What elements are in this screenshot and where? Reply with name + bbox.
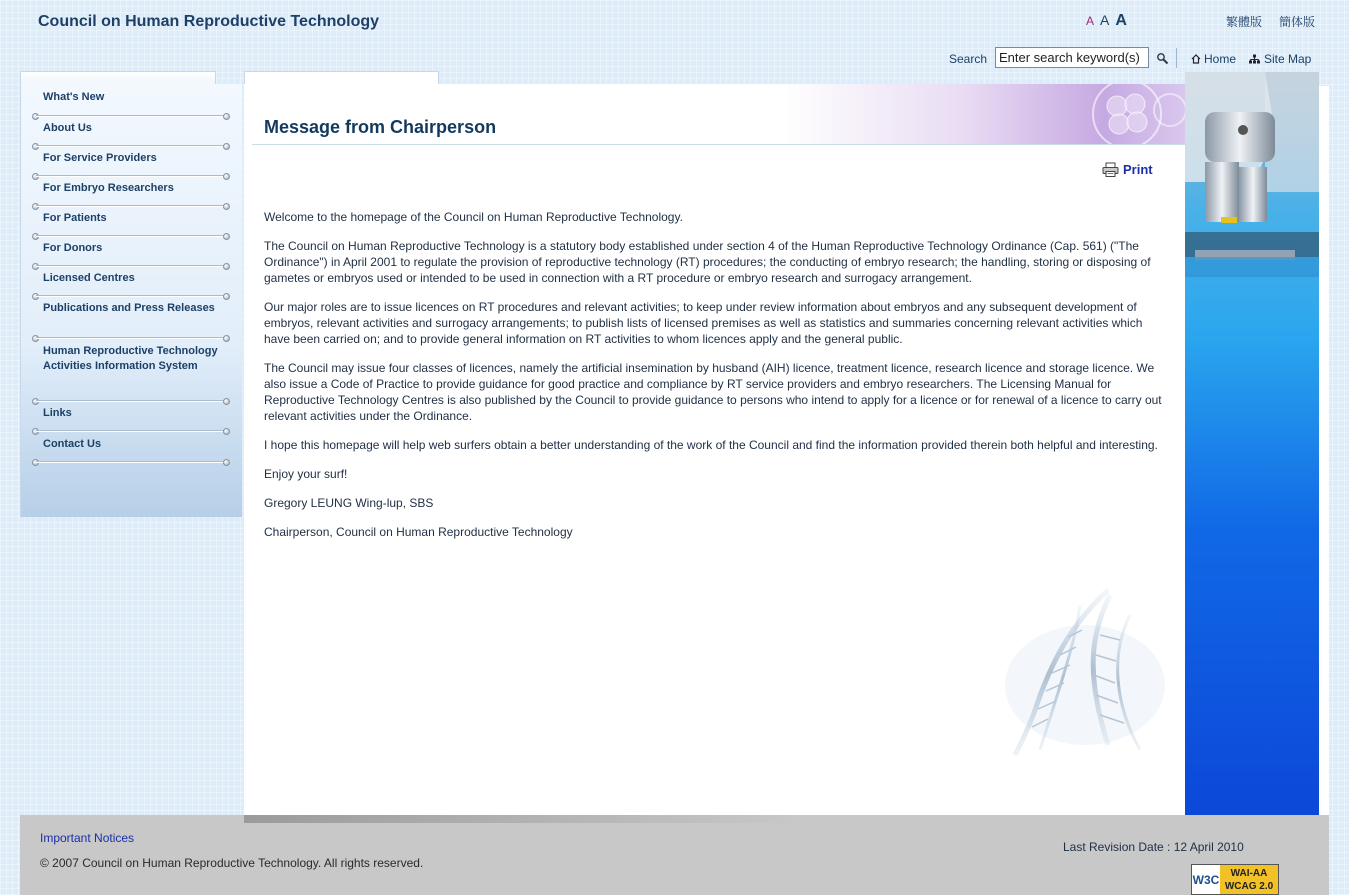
sitemap-icon [1249, 54, 1260, 64]
wcag-badge[interactable] [1191, 864, 1279, 895]
nav-separator [32, 293, 230, 299]
search-label: Search [949, 52, 988, 66]
nav-item-embryo-researchers[interactable]: For Embryo Researchers [43, 182, 174, 194]
nav-item-patients[interactable]: For Patients [43, 212, 107, 224]
site-title: Council on Human Reproductive Technology [38, 13, 380, 30]
nav-separator [32, 459, 230, 465]
toolbar-divider [1176, 48, 1177, 68]
signatory-title: Chairperson, Council on Human Reproductive Technology [264, 525, 573, 539]
nav-item-links[interactable]: Links [43, 407, 72, 419]
chairperson-message [264, 209, 1164, 553]
nav-separator [32, 203, 230, 209]
language-links [1226, 13, 1315, 30]
nav-panel-tab [20, 71, 216, 85]
microscope-image [1185, 72, 1319, 828]
sitemap-link-label: Site Map [1264, 52, 1312, 66]
nav-separator [32, 113, 230, 119]
sitemap-link[interactable] [1249, 52, 1311, 66]
nav-separator [32, 173, 230, 179]
copyright-text: © 2007 Council on Human Reproductive Technology. All rights reserved. [40, 856, 424, 870]
print-label: Print [1123, 162, 1153, 177]
w3c-logo: W3C [1192, 865, 1220, 894]
content-panel-tab [244, 71, 439, 85]
nav-item-whats-new[interactable]: What's New [43, 91, 105, 103]
nav-item-about-us[interactable]: About Us [43, 122, 92, 134]
wai-aa-line1: WAI-AA [1230, 868, 1268, 879]
search-input[interactable] [995, 47, 1149, 68]
message-paragraph: Welcome to the homepage of the Council on Human Reproductive Technology. [264, 210, 683, 224]
nav-item-donors[interactable]: For Donors [43, 242, 103, 254]
nav-separator [32, 263, 230, 269]
nav-separator [32, 335, 230, 341]
message-closing: Enjoy your surf! [264, 467, 348, 481]
nav-item-service-providers[interactable]: For Service Providers [43, 152, 157, 164]
nav-separator [32, 143, 230, 149]
font-size-controls [1086, 12, 1127, 30]
home-icon [1191, 54, 1201, 64]
page-title: Message from Chairperson [264, 117, 497, 137]
footer-shadow [244, 815, 804, 823]
home-link[interactable] [1191, 52, 1236, 66]
wai-aa-label [1220, 865, 1278, 894]
last-revision-date: Last Revision Date : 12 April 2010 [1063, 840, 1244, 854]
font-size-small-button[interactable]: A [1086, 14, 1095, 28]
nav-item-hrt-activities-system[interactable]: Human Reproductive Technology Activities Information System [43, 345, 218, 372]
printer-icon [1102, 162, 1119, 177]
message-paragraph: The Council on Human Reproductive Technology is a statutory body established under section 4 of the Human Reproductive Technology Ordinance (Cap. 561) ("The Ordinance") in April 2001 to regulate the provision of reproductive technology (RT) procedures; the conducting of embryo research; the handling, storing or disposing of gametes or embryos used or intended to be used in connection with a RT procedure or embryo research and surrogacy arrangement. [264, 239, 1151, 285]
dna-helix-image [990, 585, 1170, 760]
nav-separator [32, 428, 230, 434]
footer [20, 815, 1329, 895]
important-notices-link[interactable]: Important Notices [40, 831, 135, 845]
nav-separator [32, 398, 230, 404]
search-icon[interactable] [1156, 52, 1170, 66]
font-size-medium-button[interactable]: A [1100, 12, 1110, 28]
message-paragraph: The Council may issue four classes of licences, namely the artificial insemination by husband (AIH) licence, treatment licence, research licence and storage licence. We also issue a Code of Practice to provide guidance for good practice and compliance by RT service providers and embryo researchers. The Licensing Manual for Reproductive Technology Centres is also published by the Council to provide guidance to persons who intend to apply for a licence or for renewal of a licence to carry out relevant activities under the Ordinance. [264, 361, 1162, 423]
signatory-name: Gregory LEUNG Wing-lup, SBS [264, 496, 434, 510]
wai-aa-line2: WCAG 2.0 [1224, 881, 1274, 892]
right-border [1319, 86, 1329, 826]
traditional-chinese-link[interactable]: 繁體版 [1226, 15, 1263, 29]
nav-item-licensed-centres[interactable]: Licensed Centres [43, 272, 135, 284]
print-button[interactable] [1102, 162, 1153, 177]
home-link-label: Home [1204, 52, 1237, 66]
nav-item-publications[interactable]: Publications and Press Releases [43, 302, 215, 314]
message-paragraph: Our major roles are to issue licences on RT procedures and relevant activities; to keep under review information about embryos and any subsequent development of embryos, relevant activities and surrogacy arrangements; to publish lists of licensed premises as well as statistics and summaries concerning relevant activities which have been carried on; and to provide general information on RT activities to whom licences apply and the general public. [264, 300, 1143, 346]
simplified-chinese-link[interactable]: 簡体版 [1279, 15, 1316, 29]
nav-separator [32, 233, 230, 239]
nav-item-contact-us[interactable]: Contact Us [43, 438, 102, 450]
font-size-large-button[interactable]: A [1115, 12, 1127, 29]
embryo-cells-image [1075, 84, 1185, 144]
title-rule [252, 144, 1185, 145]
message-paragraph: I hope this homepage will help web surfers obtain a better understanding of the work of the Council and find the information provided therein both helpful and interesting. [264, 438, 1158, 452]
